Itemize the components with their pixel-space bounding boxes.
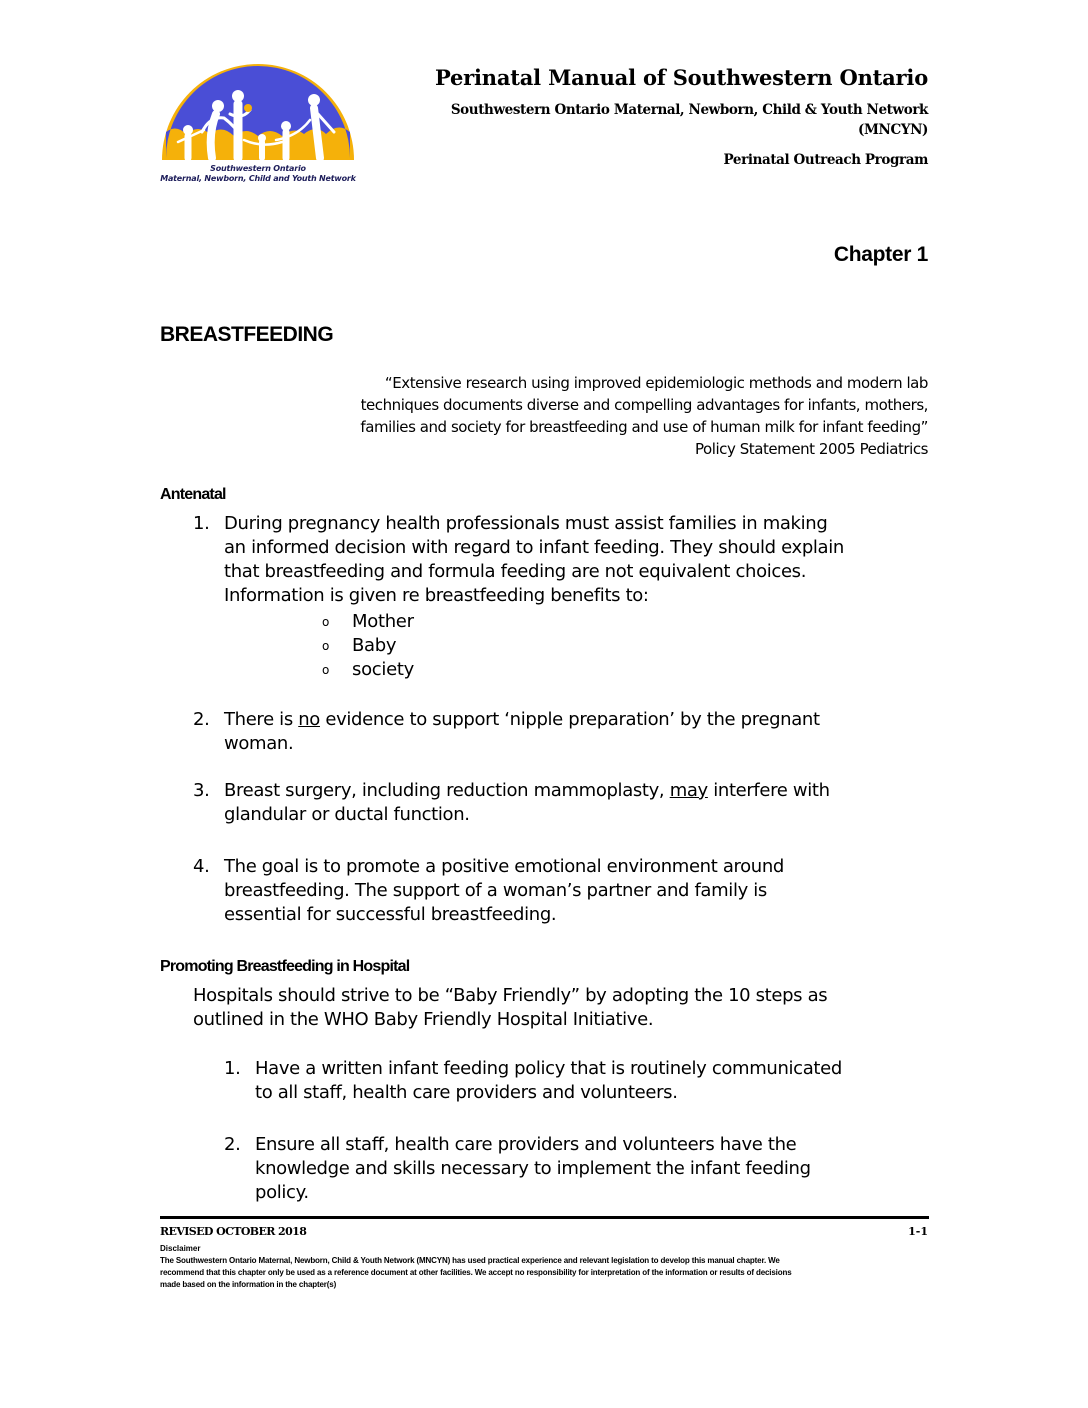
- text-line: to all staff, health care providers and volunteers.: [255, 1082, 678, 1103]
- bullet-label: Mother: [352, 611, 414, 632]
- quote-line: families and society for breastfeeding and use of human milk for infant feeding”: [360, 418, 928, 436]
- text-line: knowledge and skills necessary to implement the infant feeding: [255, 1158, 811, 1179]
- text-span: There is: [224, 709, 299, 730]
- family-semicircle-logo-icon: [158, 62, 358, 162]
- text-line: [224, 779, 830, 803]
- text-line: Hospitals should strive to be “Baby Friendly” by adopting the 10 steps as: [193, 985, 828, 1006]
- emphasis-underline: no: [298, 709, 320, 730]
- footer-divider: [160, 1216, 929, 1219]
- text-line: glandular or ductal function.: [224, 804, 470, 825]
- text-span: Breast surgery, including reduction mammoplasty,: [224, 780, 670, 801]
- text-line: made based on the information in the chapter(s): [160, 1280, 337, 1289]
- text-line: [224, 708, 820, 732]
- bullet-label: Baby: [352, 635, 397, 656]
- logo-caption-line2: Maternal, Newborn, Child and Youth Network: [160, 174, 356, 183]
- network-name: [435, 100, 928, 140]
- text-line: breastfeeding. The support of a woman’s partner and family is: [224, 880, 767, 901]
- list-item-text: [224, 708, 820, 756]
- text-span: interfere with: [707, 780, 830, 801]
- disclaimer-title: Disclaimer: [160, 1244, 201, 1253]
- text-line: recommend that this chapter only be used as a reference document at other facilities. We accept no responsibility for interpretation of the information or results of decisions: [160, 1268, 792, 1277]
- document-header: [435, 64, 928, 170]
- list-number: 3.: [193, 780, 210, 801]
- text-line: Have a written infant feeding policy that is routinely communicated: [255, 1058, 842, 1079]
- list-item-text: [255, 1133, 811, 1205]
- revision-date: REVISED OCTOBER 2018: [160, 1225, 307, 1238]
- logo-caption-line1: Southwestern Ontario: [210, 164, 306, 173]
- text-line: During pregnancy health professionals must assist families in making: [224, 513, 828, 534]
- text-line: essential for successful breastfeeding.: [224, 904, 557, 925]
- text-span: evidence to support ‘nipple preparation’ by the pregnant: [319, 709, 820, 730]
- page-number: 1-1: [908, 1225, 928, 1238]
- program-name: Perinatal Outreach Program: [723, 152, 928, 168]
- quote-line: “Extensive research using improved epidemiologic methods and modern lab: [384, 374, 928, 392]
- quote-attribution: Policy Statement 2005 Pediatrics: [694, 440, 928, 458]
- epigraph-quote: [188, 372, 928, 460]
- hollow-bullet-icon: o: [322, 663, 330, 677]
- manual-title: Perinatal Manual of Southwestern Ontario: [434, 65, 928, 90]
- hospital-intro: [193, 984, 827, 1032]
- mncyn-logo: [158, 62, 358, 186]
- text-line: that breastfeeding and formula feeding are not equivalent choices.: [224, 561, 807, 582]
- disclaimer-text: [160, 1255, 930, 1291]
- text-line: an informed decision with regard to infant feeding. They should explain: [224, 537, 844, 558]
- section-heading-antenatal: Antenatal: [160, 486, 226, 503]
- page-title: BREASTFEEDING: [160, 323, 334, 346]
- text-line: outlined in the WHO Baby Friendly Hospital Initiative.: [193, 1009, 654, 1030]
- list-item-text: [255, 1057, 842, 1105]
- network-name-line2: (MNCYN): [858, 122, 928, 138]
- logo-caption: [158, 164, 358, 184]
- list-number: 1.: [224, 1058, 241, 1079]
- text-line: Ensure all staff, health care providers and volunteers have the: [255, 1134, 797, 1155]
- bullet-label: society: [352, 659, 414, 680]
- list-number: 4.: [193, 856, 210, 877]
- list-item-text: [224, 855, 784, 927]
- text-line: policy.: [255, 1182, 309, 1203]
- text-line: The goal is to promote a positive emotional environment around: [224, 856, 785, 877]
- text-line: The Southwestern Ontario Maternal, Newborn, Child & Youth Network (MNCYN) has used practical experience and relevant legislation to develop this manual chapter. We: [160, 1256, 780, 1265]
- chapter-label: Chapter 1: [833, 243, 928, 266]
- list-number: 1.: [193, 513, 210, 534]
- section-heading-hospital: Promoting Breastfeeding in Hospital: [160, 958, 410, 975]
- text-line: Information is given re breastfeeding benefits to:: [224, 585, 649, 606]
- list-number: 2.: [193, 709, 210, 730]
- emphasis-underline: may: [669, 780, 708, 801]
- list-number: 2.: [224, 1134, 241, 1155]
- hollow-bullet-icon: o: [322, 615, 330, 629]
- quote-line: techniques documents diverse and compelling advantages for infants, mothers,: [360, 396, 928, 414]
- text-line: woman.: [224, 733, 294, 754]
- network-name-line1: Southwestern Ontario Maternal, Newborn, Child & Youth Network: [450, 102, 928, 118]
- list-item-text: [224, 512, 844, 608]
- list-item-text: [224, 779, 830, 827]
- hollow-bullet-icon: o: [322, 639, 330, 653]
